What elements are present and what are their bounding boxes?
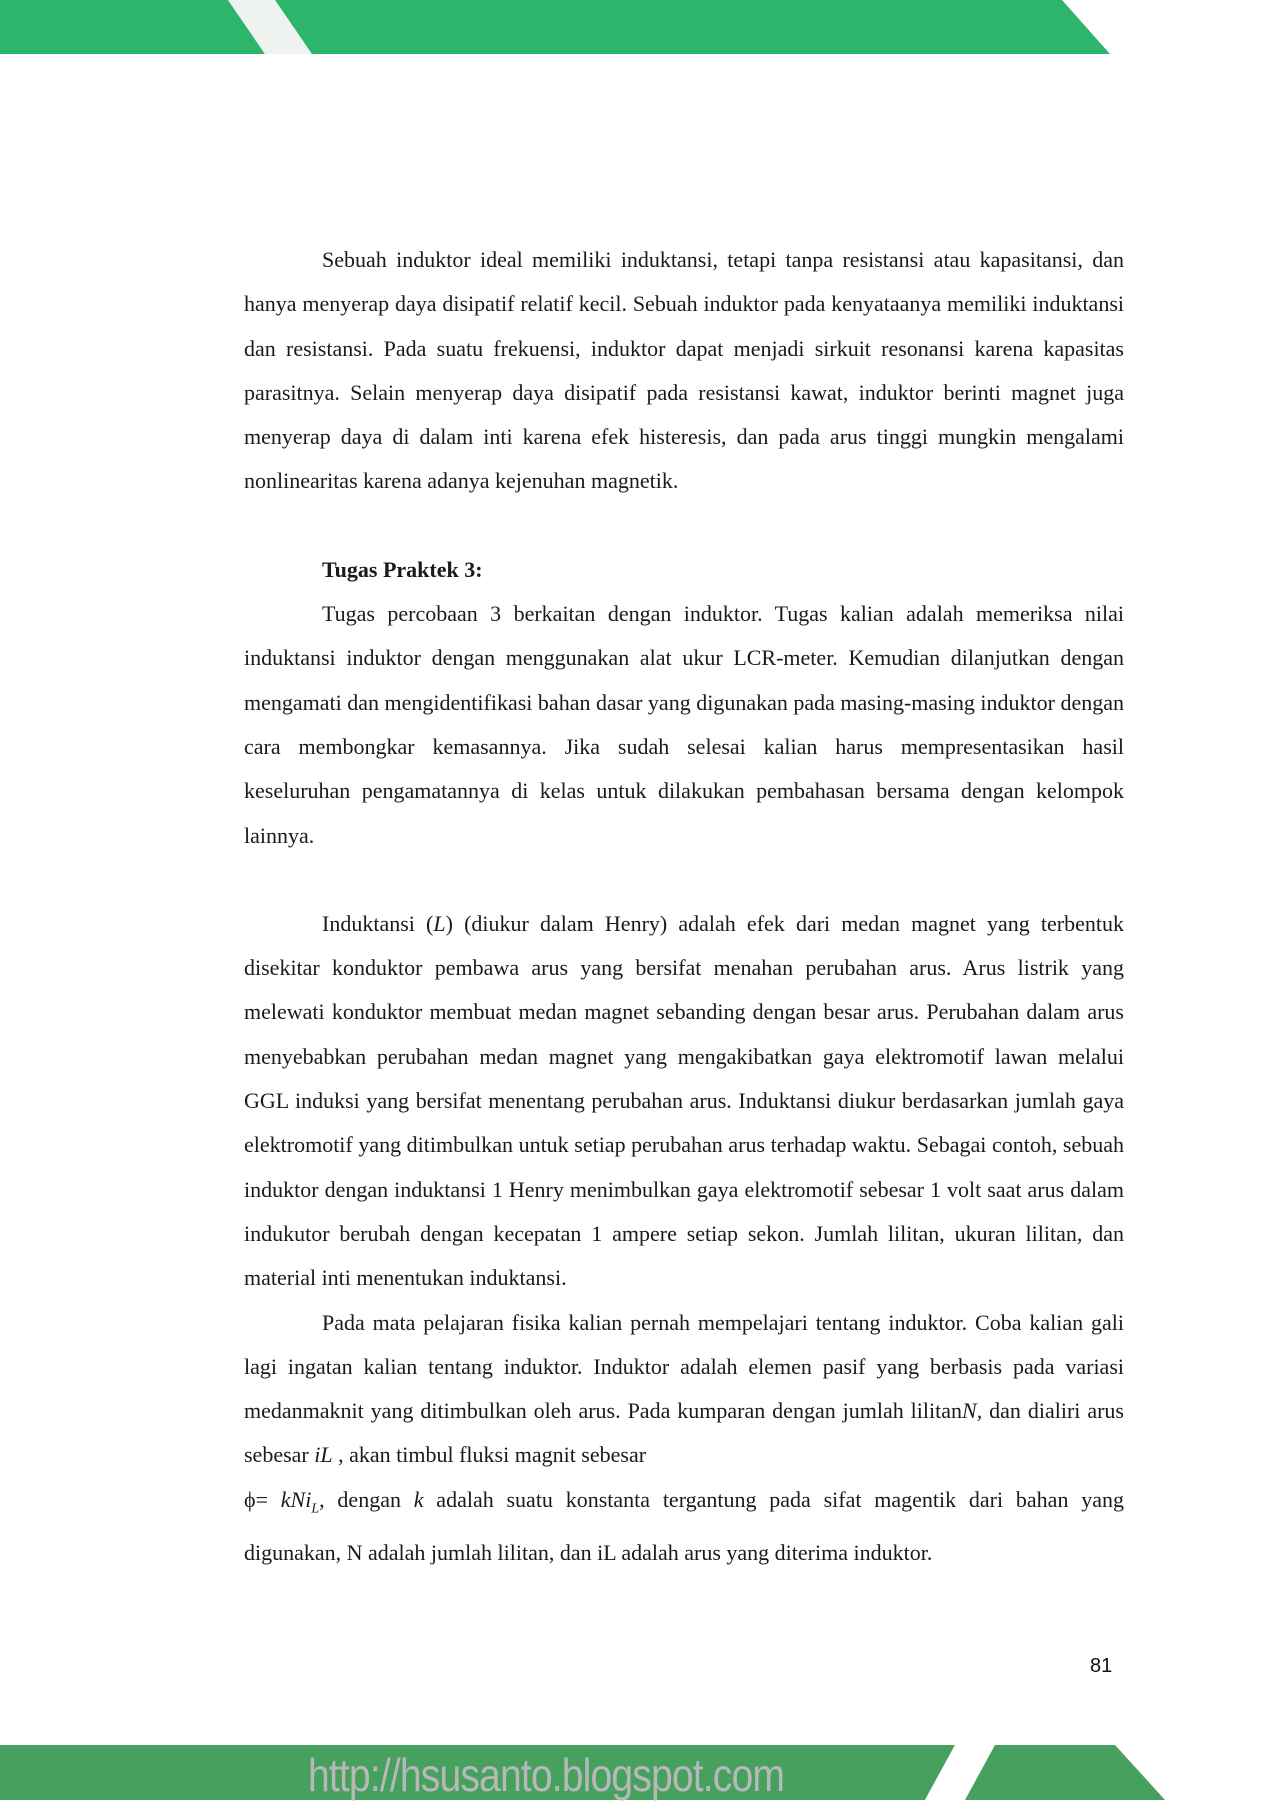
page-number: 81 [1090,1655,1113,1677]
formula-main: kNi [280,1486,312,1512]
paragraph-task-description: Tugas percobaan 3 berkaitan dengan induktor. Tugas kalian adalah memeriksa nilai induktansi induktor dengan menggunakan alat ukur LCR-meter. Kemudian dilanjutkan dengan mengamati dan mengidentifikasi bahan dasar yang digunakan pada masing-masing induktor dengan cara membongkar kemasannya. Jika sudah selesai kalian harus mempresentasikan hasil keseluruhan pengamatannya di kelas untuk dilakukan pembahasan bersama dengan kelompok lainnya. [244,601,1124,848]
variable-k: k [413,1486,424,1512]
text-fragment: ) (diukur dalam Henry) adalah efek dari medan magnet yang terbentuk disekitar konduktor pembawa arus yang bersifat menahan perubahan arus. Arus listrik yang melewati konduktor membuat medan magnet sebanding dengan besar arus. Perubahan dalam arus menyebabkan perubahan medan magnet yang mengakibatkan gaya elektromotif lawan melalui GGL induksi yang bersifat menentang perubahan arus. Induktansi diukur berdasarkan jumlah gaya elektromotif yang ditimbulkan untuk setiap perubahan arus terhadap waktu. Sebagai contoh, sebuah induktor dengan induktansi 1 Henry menimbulkan gaya elektromotif sebesar 1 volt saat arus dalam indukutor berubah dengan kecepatan 1 ampere setiap sekon. Jumlah lilitan, ukuran lilitan, dan material inti menentukan induktansi. [244,910,1124,1291]
formula-subscript: L [311,1501,320,1517]
text-fragment: , dengan [319,1486,414,1512]
variable-L: L [433,910,446,936]
text-fragment: Pada mata pelajaran fisika kalian pernah mempelajari tentang induktor. Coba kalian gali lagi ingatan kalian tentang induktor. Induktor adalah elemen pasif yang berbasis pada variasi medanmaknit yang ditimbulkan oleh arus. Pada kumparan dengan jumlah lilitan [244,1309,1124,1424]
paragraph-ideal-inductor: Sebuah induktor ideal memiliki induktansi, tetapi tanpa resistansi atau kapasitansi, dan hanya menyerap daya disipatif relatif kecil. Sebuah induktor pada kenyataanya memiliki induktansi dan resistansi. Pada suatu frekuensi, induktor dapat menjadi sirkuit resonansi karena kapasitas parasitnya. Selain menyerap daya disipatif pada resistansi kawat, induktor berinti magnet juga menyerap daya di dalam inti karena efek histeresis, dan pada arus tinggi mungkin mengalami nonlinearitas karena adanya kejenuhan magnetik. [244,247,1124,494]
paragraph-inductor-physics [244,1301,1124,1576]
footer-url-watermark: http://hsusanto.blogspot.com [308,1749,785,1801]
footer-band-right [965,1745,1165,1800]
task-heading: Tugas Praktek 3: [322,556,483,582]
variable-iL: iL [314,1442,333,1468]
text-fragment: dan dialiri arus sebesar [244,1398,1124,1468]
variable-N: N, [962,1398,983,1424]
header-band-left [0,0,265,54]
header-decorative-band [0,0,1272,56]
paragraph-inductance-definition [244,902,1124,1301]
phi-symbol: ϕ= [244,1486,281,1512]
text-fragment: , akan timbul fluksi magnit sebesar [332,1442,647,1468]
text-fragment: Induktansi ( [322,910,434,936]
text-fragment: adalah suatu konstanta tergantung pada sifat magentik dari bahan yang digunakan, N adalah jumlah lilitan, dan iL adalah arus yang diterima induktor. [244,1486,1124,1566]
header-band-right [275,0,1110,54]
page-content [244,238,1124,1576]
flux-formula [280,1486,320,1517]
